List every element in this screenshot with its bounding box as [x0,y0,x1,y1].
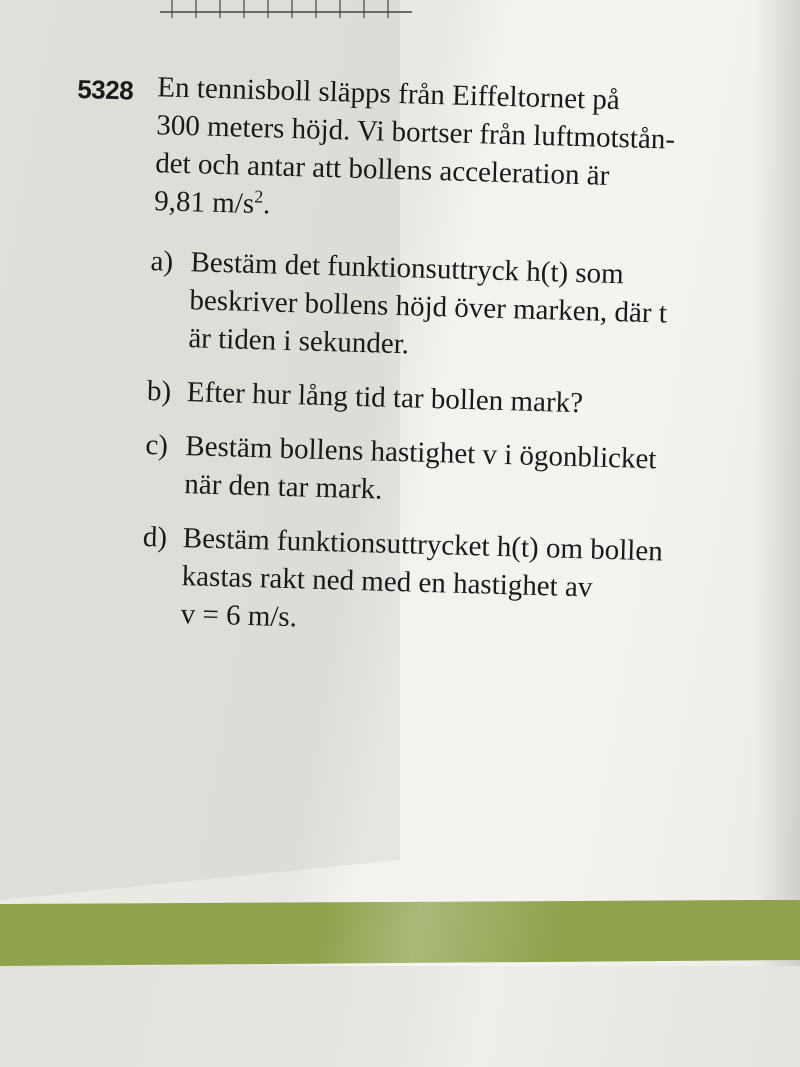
part-letter: d) [142,521,168,554]
part-c [144,426,708,518]
part-line: v = 6 m/s. [180,598,298,634]
part-text [188,243,669,370]
part-d [140,518,705,648]
part-letter: a) [150,245,174,278]
part-letter: c) [144,429,169,462]
part-line: när den tar mark. [183,468,383,506]
part-line: Bestäm bollens hastighet v i ögonblicket [184,430,657,476]
part-text [186,373,583,422]
part-letter: b) [146,375,172,408]
intro-line: En tennisboll släpps från Eiffeltornet på [156,71,621,117]
part-text [180,519,663,646]
intro-line: 300 meters höjd. Vi bortser från luftmotstån- [155,109,676,156]
bottom-page-area [0,966,800,1067]
part-line: kastas rakt ned med en hastighet av [181,560,593,604]
part-text [184,427,657,516]
part-a [148,242,713,372]
problem-block [62,66,718,664]
problem-number: 5328 [76,73,134,106]
problem-intro [154,68,718,236]
grid-fragment [160,0,412,20]
acceleration-exponent: 2 [254,186,264,207]
part-line: Bestäm funktionsuttrycket h(t) om bollen [182,522,664,568]
part-line: Bestäm det funktionsuttryck h(t) som [190,246,625,291]
intro-line: det och antar att bollens acceleration är [154,147,610,192]
acceleration-value: 9,81 m/s [153,185,255,220]
problem-parts [140,242,713,648]
green-band-highlight [0,900,800,966]
part-line: Efter hur lång tid tar bollen mark? [186,376,584,420]
part-b [146,372,709,426]
part-line: är tiden i sekunder. [187,322,410,361]
part-line: beskriver bollens höjd över marken, där t [189,284,668,330]
acceleration-end: . [262,188,271,221]
